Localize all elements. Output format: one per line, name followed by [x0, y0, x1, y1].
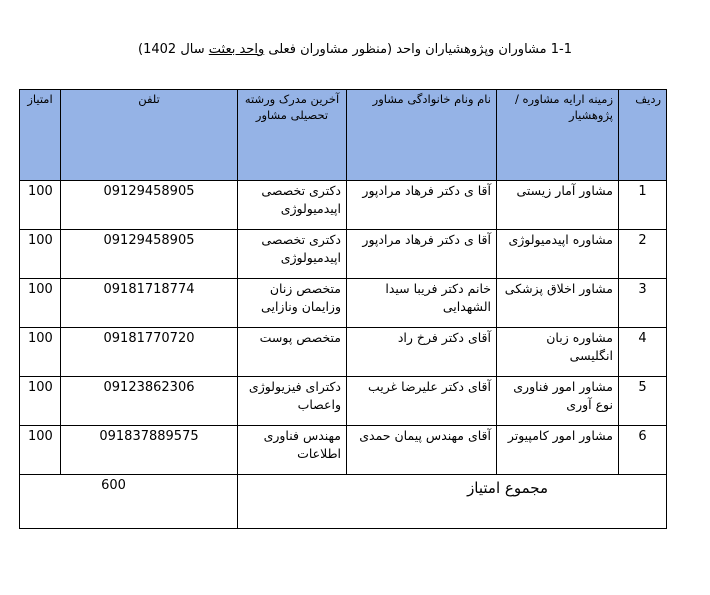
title-underlined: واحد بعثت: [208, 42, 265, 57]
phone-cell: 09181718774: [61, 279, 238, 328]
table-row: [20, 426, 667, 475]
degree-cell: متخصص زنان وزایمان ونازایی: [238, 279, 347, 328]
field-cell: مشاور اخلاق پزشکی: [497, 279, 619, 328]
score-cell: 100: [20, 279, 61, 328]
degree-cell: دکتری تخصصی اپیدمیولوژی: [238, 181, 347, 230]
phone-cell: 091837889575: [61, 426, 238, 475]
phone-cell: 09129458905: [61, 230, 238, 279]
advisors-table: [19, 89, 667, 529]
row-number: 1: [619, 181, 667, 230]
phone-cell: 09181770720: [61, 328, 238, 377]
field-cell: مشاور امور کامپیوتر: [497, 426, 619, 475]
degree-cell: مهندس فناوری اطلاعات: [238, 426, 347, 475]
score-cell: 100: [20, 426, 61, 475]
degree-cell: متخصص پوست: [238, 328, 347, 377]
header-degree: آخرین مدرک ورشته تحصیلی مشاور: [238, 90, 347, 181]
header-field: زمینه ارایه مشاوره /پژوهشیار: [497, 90, 619, 181]
table-row: [20, 279, 667, 328]
name-cell: آقای دکتر علیرضا غریب: [347, 377, 497, 426]
total-value: 600: [20, 475, 238, 529]
score-cell: 100: [20, 230, 61, 279]
field-cell: مشاوره اپیدمیولوژی: [497, 230, 619, 279]
degree-cell: دکترای فیزیولوژی واعصاب: [238, 377, 347, 426]
phone-cell: 09129458905: [61, 181, 238, 230]
row-number: 3: [619, 279, 667, 328]
document-title: [0, 42, 710, 57]
score-cell: 100: [20, 328, 61, 377]
name-cell: آقای مهندس پیمان حمدی: [347, 426, 497, 475]
title-suffix: سال 1402): [138, 42, 209, 57]
header-phone: تلفن: [61, 90, 238, 181]
table-row: [20, 181, 667, 230]
total-label: مجموع امتیاز: [238, 475, 667, 529]
phone-cell: 09123862306: [61, 377, 238, 426]
title-prefix: 1-1 مشاوران وپژوهشیاران واحد (منظور مشاوران فعلی: [264, 42, 572, 57]
row-number: 6: [619, 426, 667, 475]
name-cell: آقا ی دکتر فرهاد مرادپور: [347, 181, 497, 230]
table-header-row: [20, 90, 667, 181]
name-cell: خانم دکتر فریبا سیدا الشهدایی: [347, 279, 497, 328]
field-cell: مشاوره زبان انگلیسی: [497, 328, 619, 377]
degree-cell: دکتری تخصصی اپیدمیولوژی: [238, 230, 347, 279]
row-number: 2: [619, 230, 667, 279]
row-number: 4: [619, 328, 667, 377]
row-number: 5: [619, 377, 667, 426]
score-cell: 100: [20, 377, 61, 426]
table-row: [20, 377, 667, 426]
total-row: [20, 475, 667, 529]
field-cell: مشاور امور فناوری نوع آوری: [497, 377, 619, 426]
table-row: [20, 328, 667, 377]
score-cell: 100: [20, 181, 61, 230]
table-row: [20, 230, 667, 279]
name-cell: آقا ی دکتر فرهاد مرادپور: [347, 230, 497, 279]
field-cell: مشاور آمار زیستی: [497, 181, 619, 230]
header-score: امتیاز: [20, 90, 61, 181]
name-cell: آقای دکتر فرخ راد: [347, 328, 497, 377]
header-name: نام ونام خانوادگی مشاور: [347, 90, 497, 181]
header-row-number: ردیف: [619, 90, 667, 181]
